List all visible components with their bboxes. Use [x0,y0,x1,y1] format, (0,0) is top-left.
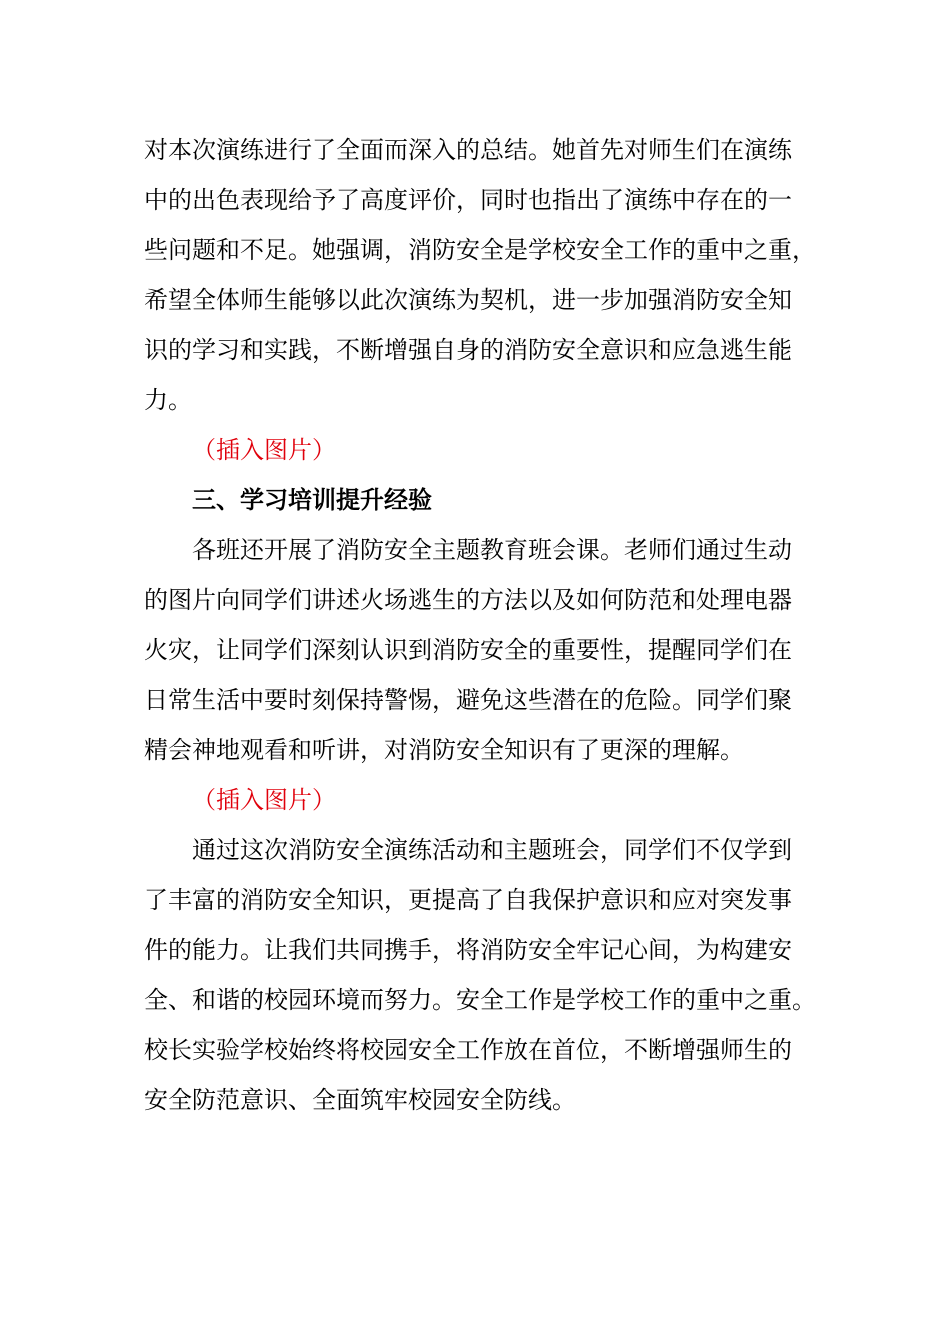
paragraph-line: 了丰富的消防安全知识，更提高了自我保护意识和应对突发事 [144,886,792,914]
section-heading: 三、学习培训提升经验 [192,486,432,514]
paragraph-line: 安全防范意识、全面筑牢校园安全防线。 [144,1086,576,1114]
paragraph-line: 中的出色表现给予了高度评价，同时也指出了演练中存在的一 [144,186,792,214]
paragraph-line: 力。 [144,386,192,414]
paragraph-line: 对本次演练进行了全面而深入的总结。她首先对师生们在演练 [144,136,792,164]
image-placeholder: （插入图片） [192,786,336,814]
paragraph-line: 火灾，让同学们深刻认识到消防安全的重要性，提醒同学们在 [144,636,792,664]
paragraph-line: 的图片向同学们讲述火场逃生的方法以及如何防范和处理电器 [144,586,792,614]
paragraph-line: 些问题和不足。她强调，消防安全是学校安全工作的重中之重， [144,236,816,264]
paragraph-line: 通过这次消防安全演练活动和主题班会，同学们不仅学到 [192,836,792,864]
paragraph-line: 希望全体师生能够以此次演练为契机，进一步加强消防安全知 [144,286,792,314]
paragraph-line: 日常生活中要时刻保持警惕，避免这些潜在的危险。同学们聚 [144,686,792,714]
paragraph-line: 全、和谐的校园环境而努力。安全工作是学校工作的重中之重。 [144,986,816,1014]
paragraph-line: 识的学习和实践，不断增强自身的消防安全意识和应急逃生能 [144,336,792,364]
image-placeholder: （插入图片） [192,436,336,464]
paragraph-line: 精会神地观看和听讲，对消防安全知识有了更深的理解。 [144,736,744,764]
paragraph-line: 件的能力。让我们共同携手，将消防安全牢记心间，为构建安 [144,936,792,964]
paragraph-line: 校长实验学校始终将校园安全工作放在首位，不断增强师生的 [144,1036,792,1064]
paragraph-line: 各班还开展了消防安全主题教育班会课。老师们通过生动 [192,536,792,564]
